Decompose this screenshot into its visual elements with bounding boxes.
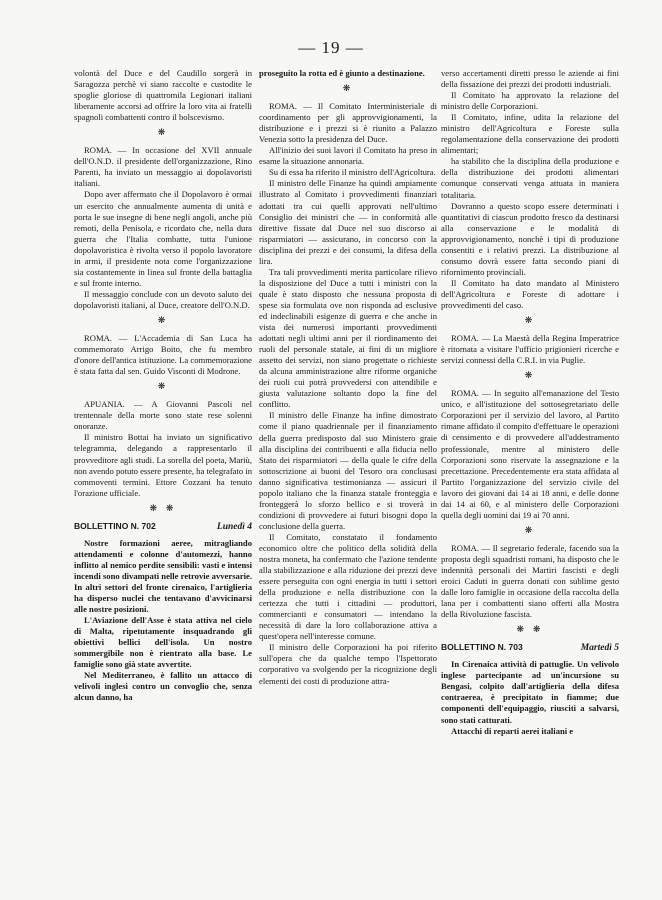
bulletin-title: BOLLETTINO N. 703 [441,642,523,653]
column-right [441,68,619,737]
ornament-icon: ❋ [157,382,169,393]
column-middle [259,68,437,687]
bulletin-header [74,521,252,533]
double-ornament-icon: ❋ ❋ [149,503,177,514]
column-left [74,68,252,703]
ornament-icon: ❋ [524,525,536,536]
paragraph: Il Comitato ha approvato la relazione del ministro delle Corporazioni. [441,90,619,112]
paragraph: ROMA. — In occasione del XVII annuale dell'O.N.D. il presidente dell'organizzazione, Rino Parenti, ha inviato un messaggio ai dopolavoristi italiani. [74,145,252,189]
paragraph: ROMA. — La Maestà della Regina Imperatrice è ritornata a visitare l'ufficio prigionieri ricerche e servizi connessi della C.R.I. in via Puglie. [441,333,619,366]
paragraph: APUANIA. — A Giovanni Pascoli nel trentennale della morte sono state rese solenni onoranze. [74,399,252,432]
paragraph: Nostre formazioni aeree, mitragliando attendamenti e colonne d'automezzi, hanno inflitto al nemico perdite sensibili: vasti e intensi incendi sono divampati nelle retrovie avversarie. In altri settori del fronte cirenaico, l'artiglieria ha disperso nuclei che tentavano d'avvicinarsi alle nostre posizioni. [74,537,252,615]
page-number: — 19 — [298,38,364,57]
bulletin-title: BOLLETTINO N. 702 [74,520,156,531]
bulletin-body [441,659,619,736]
paragraph: In Cirenaica attività di pattuglie. Un velivolo inglese partecipante ad un'incursione su Bengasi, colpito dall'artiglieria della difesa contraerea, è precipitato in fiamme; due componenti dell'equipaggio, riusciti a salvarsi, sono stati catturati. [441,659,619,725]
paragraph: All'inizio dei suoi lavori il Comitato ha preso in esame la situazione annonaria. [259,145,437,167]
paragraph: ROMA. — L'Accademia di San Luca ha commemorato Arrigo Boito, che fu membro d'onore dell'antica istituzione. La commemorazione è stata fatta dal sen. Guido Visconti di Modrone. [74,333,252,377]
paragraph: ROMA. — In seguito all'emanazione del Testo unico, e all'istituzione del sottosegretariato delle Corporazioni per il servizio del lavoro, al Partito rimane affidato il compito d'effettuare le operazioni di censimento e di provvedere all'addestramento professionale, mentre al ministero delle Corporazioni sono riservate la assegnazione e la precettazione. Precedentemente era stata affidata al Partito l'organizzazione del servizio civile del lavoro dei giovani dai 14 ai 18 anni, e delle donne dai 14 ai 60, e al ministero delle Corporazioni quella degli uomini dai 19 ai 70 anni. [441,388,619,520]
ornament-icon: ❋ [524,371,536,382]
ornament-icon: ❋ [157,315,169,326]
bulletin-body [74,538,252,704]
paragraph: Su di essa ha riferito il ministro dell'Agricoltura. [269,167,436,178]
paragraph: Dopo aver affermato che il Dopolavoro è ormai un esercito che annualmente aumenta di unità e porta le sue insegne di bene negli angoli, anche più remoti, della Penisola, e ricordato che, nella dura guerra che l'Italia combatte, tutta l'unione dopolavoristica è rivolta verso il popolo lavoratore in armi, il presidente nota come l'organizzazione sia costantemente in linea sul fronte della battaglia e sul fronte interno. [74,189,252,288]
ornament-icon: ❋ [342,84,354,95]
ornament-icon: ❋ [524,316,536,327]
bulletin-day: Martedì 5 [580,643,619,654]
paragraph: verso accertamenti diretti presso le aziende ai fini della fissazione dei prezzi dei prodotti industriali. [441,68,619,90]
paragraph: ha stabilito che la disciplina della produzione e della distribuzione dei prodotti alimentari comunque conservati venga attuata in maniera totalitaria. [441,156,619,200]
paragraph: volontà del Duce e del Caudillo sorgerà in Saragozza perchè vi siano raccolte e custodite le spoglie gloriose di quattromila Legionari italiani liberamente accorsi ad offrire la loro vita ai fratelli spagnoli combattenti contro il bolscevismo. [74,68,252,123]
double-ornament-icon: ❋ ❋ [516,625,544,636]
paragraph: Tra tali provvedimenti merita particolare rilievo la disposizione del Duce a tutti i ministri con la quale è stato disposto che nessuna proposta di spese sia formulata ove non risponda ad esclusive ed indeclinabili esigenze di guerra e che anche in vista dei numerosi importanti provvedimenti adottati negli ultimi anni per il riordinamento dei ruoli del personale statale, ai fini di un migliore assetto dei servizi, non siano progettate o richieste da alcuna amministrazione altre riforme organiche dei ruoli cui potrà provvedersi con attendibile e giusta valutazione soltanto dopo la fine del conflitto. [259,266,437,410]
paragraph: Nel Mediterraneo, è fallito un attacco di velivoli inglesi contro un convoglio che, senza alcun danno, ha [74,670,252,703]
paragraph: proseguito la rotta ed è giunto a destinazione. [259,68,425,78]
paragraph: ROMA. — Il segretario federale, facendo sua la proposta degli squadristi romani, ha disposto che le indennità personali dei Martiri fascisti e degli eroici Caduti in guerra donati con sublime gesto dalle loro famiglie in occasione della raccolta della lana per i combattenti siano offerti alla Mostra della Rivoluzione fascista. [441,542,619,620]
paragraph: Dovranno a questo scopo essere determinati i quantitativi di ciascun prodotto fresco da destinarsi alla conservazione e le modalità di approvvigionamento, nonchè i tipi di produzione consentiti e i relativi prezzi. La distribuzione al consumo dovrà essere fatta secondo piani di rifornimento provinciali. [441,200,619,277]
paragraph: L'Aviazione dell'Asse è stata attiva nel cielo di Malta, ripetutamente insquadrando gli obiettivi bellici dell'isola. Un nostro sommergibile non è rientrato alla base. Le famiglie sono già state avvertite. [74,615,252,670]
paragraph: Il Comitato, infine, udita la relazione del ministro dell'Agricoltura e Foreste sulla regolamentazione della conservazione dei prodotti alimentari; [441,112,619,156]
bulletin-day: Lunedì 4 [216,521,252,532]
paragraph: Attacchi di reparti aerei italiani e [451,725,574,736]
paragraph: Il Comitato, constatato il fondamento economico oltre che politico della solidità della nostra moneta, ha confermato che l'azione tendente alla stabilizzazione e alla riduzione dei prezzi deve essere perseguita con ogni energia in tutti i settori della produzione e nella distribuzione con la certezza che tutti i cittadini — produttori, commercianti e consumatori — intendano la necessità di dare la loro collaborazione attiva a quest'opera nell'interesse comune. [259,531,437,642]
paragraph: Il ministro delle Corporazioni ha poi riferito sull'opera che da qualche tempo l'Ispettorato corporativo va svolgendo per la ricognizione degli elementi dei costi di produzione attra- [259,642,437,686]
paragraph: Il Comitato ha dato mandato al Ministero dell'Agricoltura e Foreste di adottare i provvedimenti del caso. [441,277,619,310]
paragraph: Il ministro Bottai ha inviato un significativo telegramma, delegando a rappresentarlo il provveditore agli studi. La sorella del poeta, Mariù, non avendo potuto essere presente, ha telegrafato in commoventi termini. Ettore Cozzani ha tenuto l'orazione ufficiale. [74,432,253,498]
bulletin-header [441,642,619,654]
paragraph: ROMA. — Il Comitato Interministeriale di coordinamento per gli approvvigionamenti, la distribuzione e i prezzi si è riunito a Palazzo Venezia sotto la presidenza del Duce. [259,101,437,145]
paragraph: Il ministro delle Finanze ha infine dimostrato come il piano quadriennale per il finanziamento della guerra predisposto dal suo Ministero graie alla disciplina dei contribuenti e alla fiducia nello Stato dei risparmiatori — della quale le cifre della sottoscrizione ai buoni del Tesoro ora conclusasi danno significativa testimonianza — assicuri il popolo italiano che la finanza statale fronteggia e fronteggerà lo sforzo bellico e si troverà in condizioni di provvedere ai futuri bisogni dopo la conclusione della guerra. [259,410,437,531]
ornament-icon: ❋ [157,128,169,139]
paragraph: Il ministro delle Finanze ha quindi ampiamente illustrato al Comitato i provvedimenti finanziari adottati tra cui quelli approvati nell'ultimo Consiglio dei ministri che — in conformità alle direttive fissate dal Duce nel suo discorso ai risparmiatori — assicurano, in concorso con la disciplina dei prezzi e dei consumi, la difesa della lira. [259,178,437,266]
paragraph: Il messaggio conclude con un devoto saluto dei dopolavoristi italiani, al Duce, creatore dell'O.N.D. [74,288,252,310]
